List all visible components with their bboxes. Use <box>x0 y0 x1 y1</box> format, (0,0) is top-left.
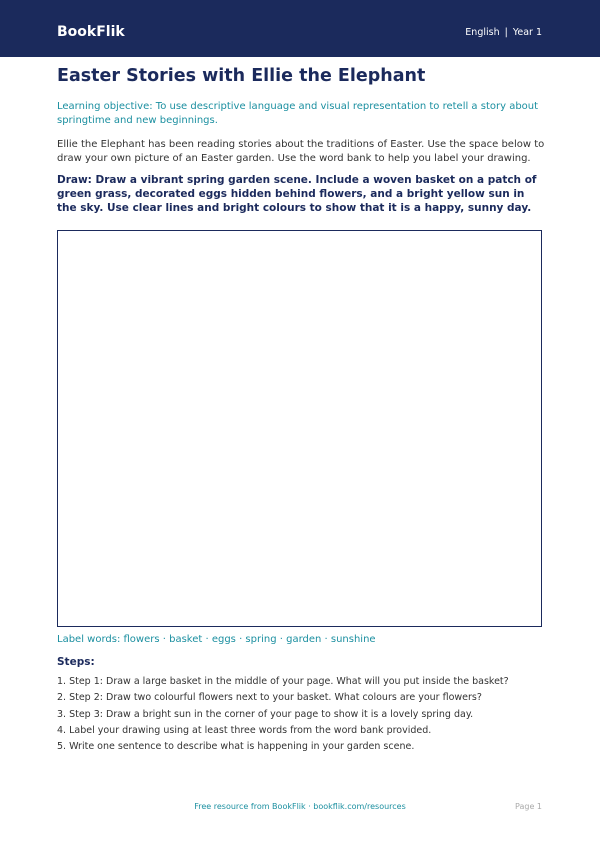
steps-heading: Steps: <box>57 656 95 668</box>
intro-text: Ellie the Elephant has been reading stories about the traditions of Easter. Use the space below to draw your own picture of an Easter garden. Use the word bank to help you label your drawing. <box>57 139 545 164</box>
step-item: 2. Step 2: Draw two colourful flowers next to your basket. What colours are your flowers? <box>57 692 482 704</box>
step-item: 5. Write one sentence to describe what is happening in your garden scene. <box>57 741 415 753</box>
header-bar <box>0 0 600 57</box>
subject-label: English <box>465 27 500 38</box>
drawing-area[interactable] <box>57 230 542 627</box>
draw-instruction: Draw: Draw a vibrant spring garden scene. Include a woven basket on a patch of green grass, decorated eggs hidden behind flowers, and a bright yellow sun in the sky. Use clear lines and bright colours to show that it is a happy, sunny day. <box>57 174 537 214</box>
subject-year <box>465 27 542 39</box>
steps-list <box>57 674 547 755</box>
brand-logo[interactable]: BookFlik <box>57 24 125 40</box>
footer-link[interactable]: Free resource from BookFlik · bookflik.com/resources <box>194 802 406 811</box>
page-title: Easter Stories with Ellie the Elephant <box>57 66 426 86</box>
learning-objective: Learning objective: To use descriptive language and visual representation to retell a story about springtime and new beginnings. <box>57 101 539 126</box>
page-number: Page 1 <box>515 802 542 811</box>
word-bank: Label words: flowers · basket · eggs · spring · garden · sunshine <box>57 634 376 645</box>
step-item: 1. Step 1: Draw a large basket in the middle of your page. What will you put inside the basket? <box>57 676 509 687</box>
separator: | <box>504 27 508 38</box>
step-item: 4. Label your drawing using at least three words from the word bank provided. <box>57 724 432 736</box>
year-label: Year 1 <box>512 27 542 38</box>
step-item: 3. Step 3: Draw a bright sun in the corner of your page to show it is a lovely spring day. <box>57 708 474 720</box>
